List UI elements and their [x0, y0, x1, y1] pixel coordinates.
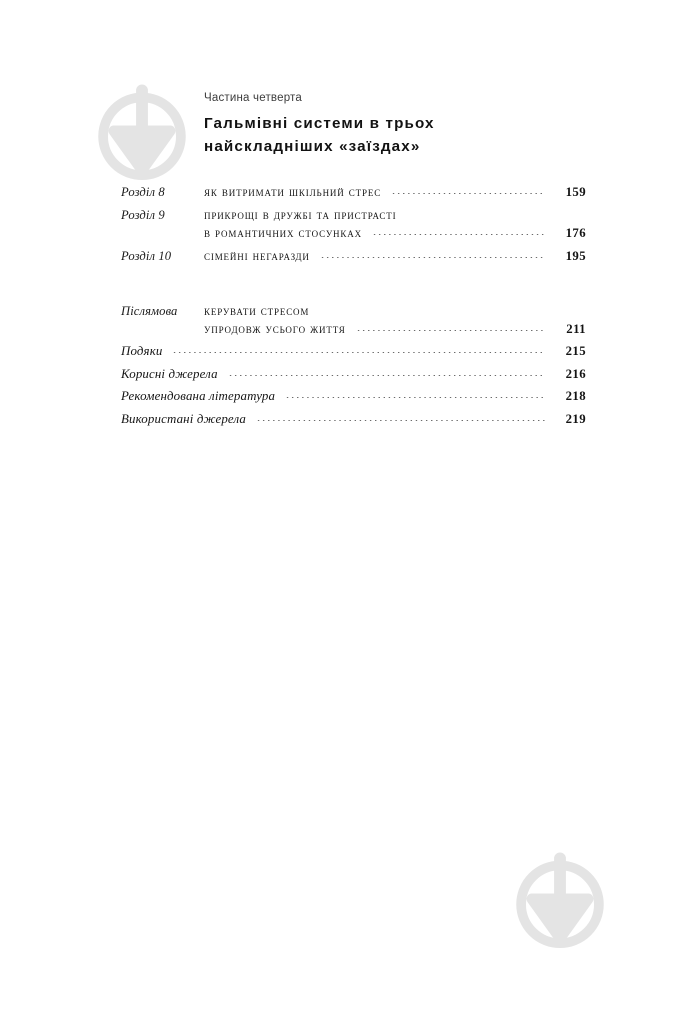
page-number: 211	[566, 322, 586, 337]
chapter-label: Розділ 9	[121, 208, 165, 223]
page-number: 218	[565, 389, 586, 404]
chapter-list	[121, 184, 586, 264]
dot-leader	[256, 420, 545, 421]
entry-body	[204, 303, 586, 319]
page-number: 159	[565, 185, 586, 200]
entry-body	[204, 248, 552, 264]
page-number: 176	[565, 226, 586, 241]
page-number: 219	[565, 411, 586, 426]
toc-entry-chapter-9[interactable]	[121, 207, 586, 223]
back-matter-title: Використані джерела	[121, 411, 247, 426]
back-matter-title: Подяки	[121, 344, 163, 359]
dot-leader	[320, 257, 545, 258]
entry-body	[204, 184, 552, 200]
chapter-label: Розділ 10	[121, 249, 172, 264]
chapter-title: як витримати шкільний стрес	[204, 184, 382, 200]
toc-entry-acknowledgements[interactable]	[121, 344, 586, 359]
dot-leader	[391, 193, 545, 194]
toc-entry-chapter-8[interactable]	[121, 184, 586, 200]
dot-leader	[172, 352, 545, 353]
entry-body	[204, 225, 552, 241]
part-label: Частина четверта	[204, 92, 302, 104]
toc-entry-recommended-reading[interactable]	[121, 389, 586, 404]
part-title-line-2: найскладніших «заїздах»	[204, 138, 421, 156]
entry-body	[121, 412, 552, 427]
entry-body	[204, 207, 586, 223]
toc-entry-useful-resources[interactable]	[121, 367, 586, 382]
toc-content	[121, 90, 586, 434]
back-matter-list	[121, 344, 586, 427]
dot-leader	[356, 330, 545, 331]
afterword-title-continued: упродовж усього життя	[204, 321, 346, 337]
section-divider-space	[121, 270, 586, 303]
toc-entry-afterword-continued[interactable]	[204, 321, 586, 337]
chapter-title-continued: в романтичних стосунках	[204, 225, 362, 241]
toc-entry-references[interactable]	[121, 412, 586, 427]
back-matter-title: Рекомендована література	[121, 389, 276, 404]
entry-body	[121, 389, 552, 404]
afterword-label: Післямова	[121, 304, 178, 319]
chapter-label: Розділ 8	[121, 185, 165, 200]
page-number: 216	[565, 366, 586, 381]
entry-body	[121, 344, 552, 359]
toc-entry-afterword[interactable]	[121, 303, 586, 319]
toc-entry-chapter-9-continued[interactable]	[204, 225, 586, 241]
chapter-title: сімейні негаразди	[204, 248, 310, 264]
page-number: 195	[565, 249, 586, 264]
back-matter-title: Корисні джерела	[121, 366, 218, 381]
afterword-group	[121, 303, 586, 337]
part-header	[204, 90, 586, 158]
part-title	[204, 112, 586, 158]
dot-leader	[372, 234, 545, 235]
chapter-title: прикрощі в дружбі та пристрасті	[204, 207, 397, 223]
part-title-line-1: Гальмівні системи в трьох	[204, 115, 435, 133]
entry-body	[204, 321, 552, 337]
afterword-title: керувати стресом	[204, 303, 310, 319]
dot-leader	[228, 375, 545, 376]
toc-entry-chapter-10[interactable]	[121, 248, 586, 264]
entry-body	[121, 367, 552, 382]
page-number: 215	[565, 344, 586, 359]
dot-leader	[285, 397, 545, 398]
funnel-circle-watermark-bottom	[506, 846, 614, 954]
